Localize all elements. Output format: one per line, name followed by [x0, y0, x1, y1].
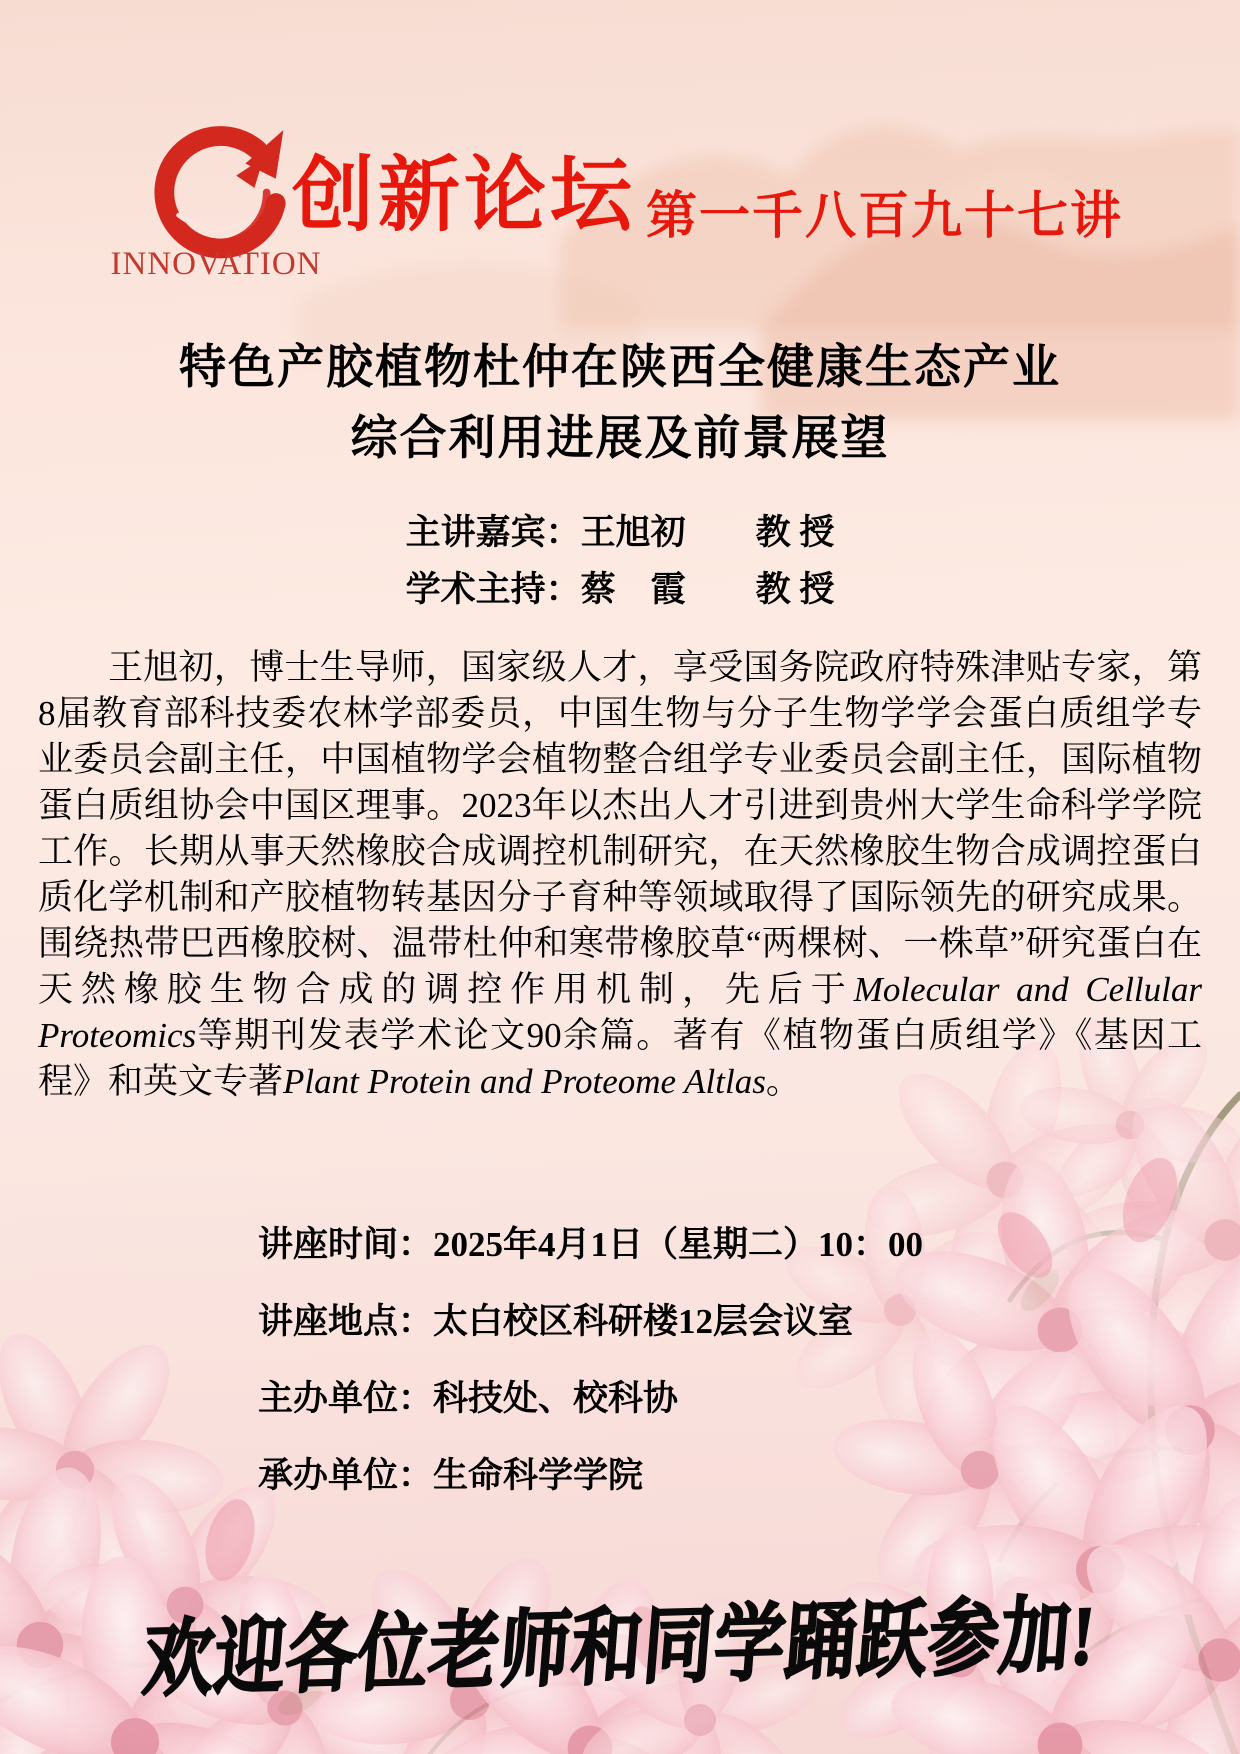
detail-location-label: 讲座地点：	[258, 1302, 434, 1341]
detail-undertaker-value: 生命科学学院	[433, 1456, 644, 1495]
lecture-title	[0, 333, 1240, 475]
bio-journal-name: Molecular and Cellular Proteomics	[38, 970, 1202, 1055]
detail-time-label: 讲座时间：	[258, 1225, 434, 1264]
logo-wordmark: INNOVATION	[110, 246, 322, 282]
host-line: 学术主持：蔡 霞 教 授	[405, 570, 835, 609]
speaker-biography	[38, 645, 1202, 1105]
bio-text-1: 王旭初，博士生导师，国家级人才，享受国务院政府特殊津贴专家，第8届教育部科技委农林学部委员，中国生物与分子生物学学会蛋白质组学专业委员会副主任，中国植物学会植物整合组学专业委员会副主任，国际植物蛋白质组协会中国区理事。2023年以杰出人才引进到贵州大学生命科学学院工作。长期从事天然橡胶合成调控机制研究，在天然橡胶生物合成调控蛋白质化学机制和产胶植物转基因分子育种等领域取得了国际领先的研究成果。围绕热带巴西橡胶树、温带杜仲和寒带橡胶草“两棵树、一株草”研究蛋白在天然橡胶生物合成的调控作用机制，先后于	[38, 648, 1202, 1009]
detail-organizer-value: 科技处、校科协	[433, 1379, 679, 1418]
welcome-text: 欢迎各位老师和同学踊跃参加!	[139, 1589, 1100, 1708]
lecture-number: 第一千八百九十七讲	[646, 187, 1124, 244]
bio-book-name: Plant Protein and Proteome Altlas	[283, 1062, 766, 1101]
bio-text-3: 。	[765, 1062, 801, 1101]
detail-time-value: 2025年4月1日（星期二）10：00	[433, 1225, 924, 1264]
speaker-block	[0, 504, 1240, 618]
lecture-title-line1: 特色产胶植物杜仲在陕西全健康生态产业	[179, 342, 1061, 394]
biography-paragraph	[38, 645, 1202, 1105]
bio-text-2: 等期刊发表学术论文90余篇。著有《植物蛋白质组学》《基因工程》和英文专著	[38, 1016, 1202, 1101]
detail-undertaker	[258, 1437, 923, 1514]
welcome-banner	[0, 1580, 1240, 1708]
detail-time	[258, 1206, 923, 1283]
detail-location	[258, 1283, 923, 1360]
detail-organizer-label: 主办单位：	[258, 1379, 434, 1418]
speaker-line: 主讲嘉宾：王旭初 教 授	[405, 513, 835, 552]
detail-undertaker-label: 承办单位：	[258, 1456, 434, 1495]
forum-title: 创新论坛	[292, 150, 637, 241]
lecture-details	[258, 1206, 923, 1514]
lecture-title-line2: 综合利用进展及前景展望	[350, 413, 890, 465]
detail-organizer	[258, 1360, 923, 1437]
detail-location-value: 太白校区科研楼12层会议室	[433, 1302, 854, 1341]
